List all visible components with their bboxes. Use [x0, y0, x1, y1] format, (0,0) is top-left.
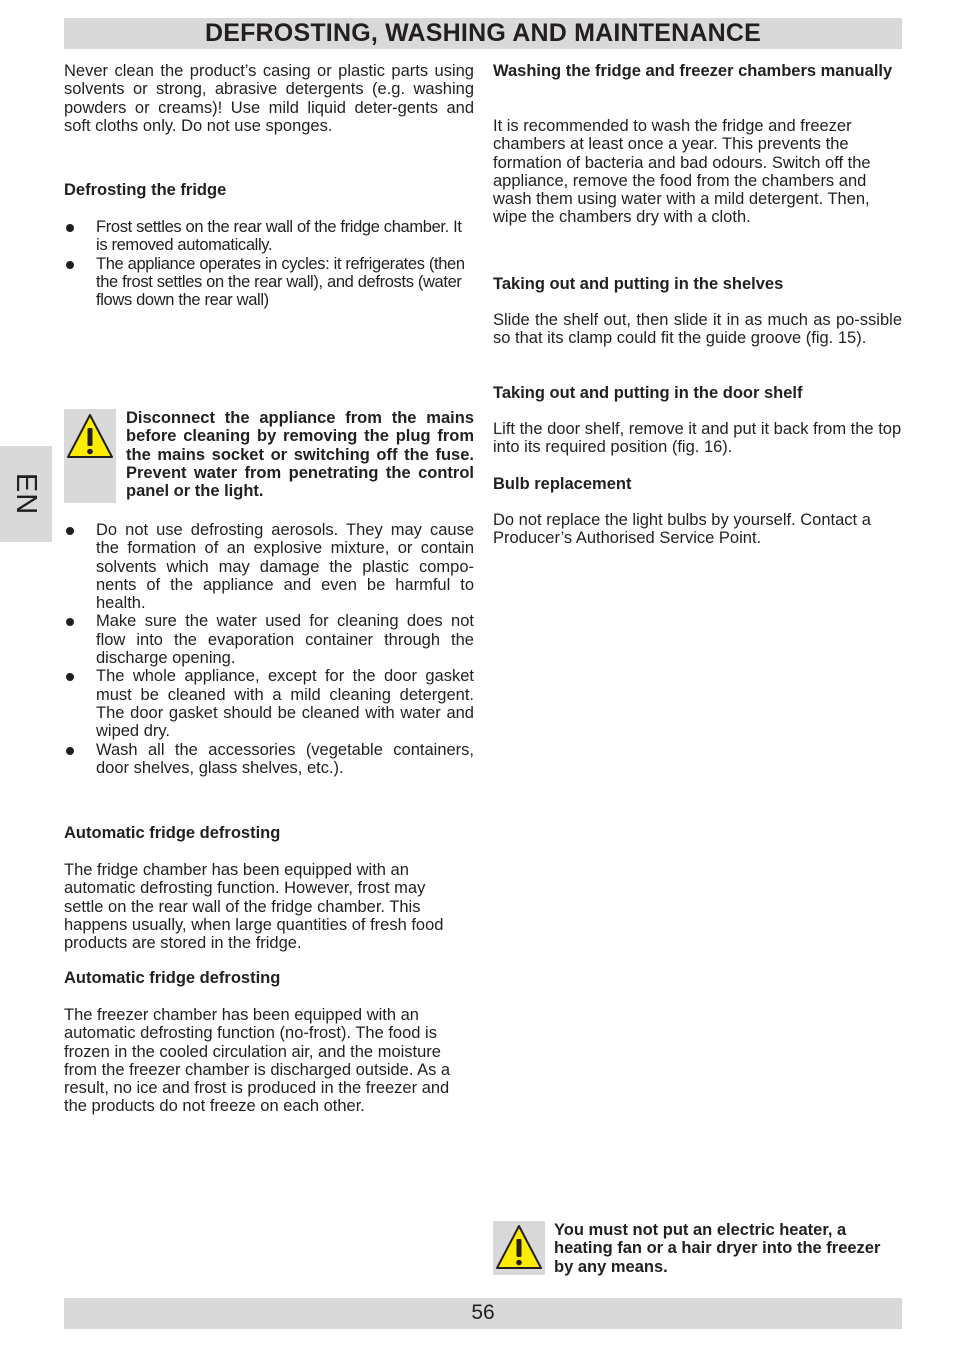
washing-paragraph: It is recommended to wash the fridge and freezer chambers at least once a year. This prevents the formation of bacteria and bad odours. Switch off the appliance, remove the food from the chambers and wash them using water with a mild detergent. Then, wipe the chambers dry with a cloth. — [493, 117, 871, 227]
warning-icon-container — [493, 1221, 545, 1275]
washing-heading: Washing the fridge and freezer chambers manually — [493, 62, 893, 80]
shelves-heading: Taking out and putting in the shelves — [493, 275, 784, 293]
door-shelf-paragraph: Lift the door shelf, remove it and put it back from the top into its required position (fig. 16). — [493, 420, 902, 457]
door-shelf-heading: Taking out and putting in the door shelf — [493, 384, 803, 402]
language-tab — [0, 446, 52, 542]
list-item: Make sure the water used for cleaning does not flow into the evaporation container through the discharge opening. — [64, 612, 474, 667]
bulb-paragraph: Do not replace the light bulbs by yourself. Contact a Producer’s Authorised Service Point. — [493, 511, 871, 548]
defrosting-heading: Defrosting the fridge — [64, 181, 227, 199]
warning-text-disconnect: Disconnect the appliance from the mains before cleaning by removing the plug from the mains socket or switching off the fuse. Prevent water from penetrating the control panel or the light. — [126, 409, 474, 501]
list-item: The appliance operates in cycles: it refrigerates (then the frost settles on the rear wall), and defrosts (water flows down the rear wall) — [64, 255, 474, 310]
warning-box-heater — [493, 1221, 902, 1276]
auto-fridge-paragraph: The fridge chamber has been equipped with an automatic defrosting function. However, frost may settle on the rear wall of the fridge chamber. This happens usually, when large quantities of fresh food products are stored in the fridge. — [64, 861, 444, 953]
warning-triangle-icon — [494, 1223, 544, 1273]
page-title-bar — [64, 18, 902, 49]
auto-freezer-paragraph: The freezer chamber has been equipped with an automatic defrosting function (no-frost). The food is frozen in the cooled circulation air, and the moisture from the freezer chamber is discharged outside. As a result, no ice and frost is produced in the freezer and the products do not freeze on each other. — [64, 1006, 451, 1116]
language-label: EN — [10, 472, 43, 516]
page-number: 56 — [471, 1301, 495, 1325]
warning-text-heater: You must not put an electric heater, a heating fan or a hair dryer into the freezer by any means. — [554, 1221, 881, 1276]
page-title: DEFROSTING, WASHING AND MAINTENANCE — [204, 19, 762, 48]
auto-freezer-heading: Automatic fridge defrosting — [64, 969, 281, 987]
bulb-heading: Bulb replacement — [493, 475, 632, 493]
list-item: The whole appliance, except for the door gasket must be cleaned with a mild cleaning detergent. The door gasket should be cleaned with water and wiped dry. — [64, 667, 474, 740]
shelves-paragraph: Slide the shelf out, then slide it in as much as po-ssible so that its clamp could fit the guide groove (fig. 15). — [493, 311, 902, 348]
list-item: Wash all the accessories (vegetable containers, door shelves, glass shelves, etc.). — [64, 741, 474, 778]
intro-paragraph: Never clean the product’s casing or plastic parts using solvents or strong, abrasive detergents (e.g. washing powders or creams)! Use mild liquid deter-gents and soft cloths only. Do not use sponges. — [64, 62, 474, 135]
auto-fridge-heading: Automatic fridge defrosting — [64, 824, 281, 842]
warning-triangle-icon — [65, 412, 115, 462]
list-item: Do not use defrosting aerosols. They may cause the formation of an explosive mixture, or contain solvents which may damage the plastic compo-nents of the appliance and even be harmful to health. — [64, 521, 474, 612]
warning-icon-container — [64, 409, 116, 503]
warning-box-disconnect — [64, 409, 474, 503]
page-footer — [64, 1298, 902, 1329]
care-list — [64, 521, 474, 777]
defrosting-list — [64, 218, 474, 309]
list-item: Frost settles on the rear wall of the fridge chamber. It is removed automatically. — [64, 218, 474, 255]
